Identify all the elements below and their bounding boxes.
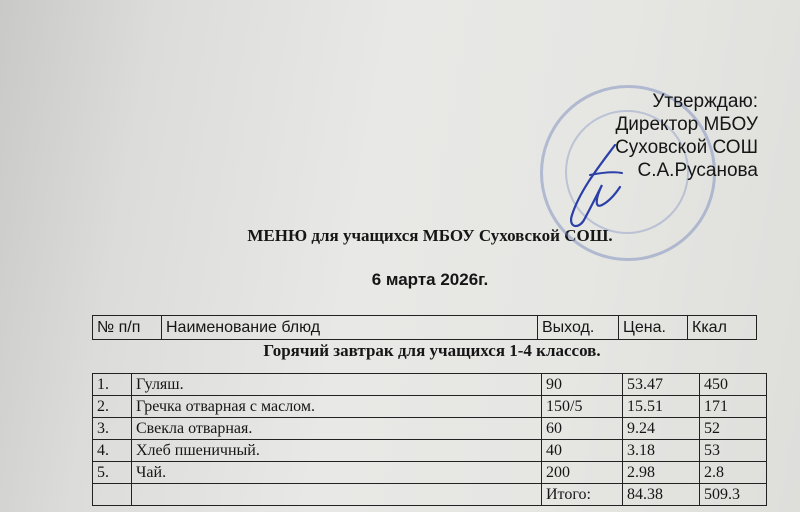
item-kcal: 171 xyxy=(700,396,767,418)
item-name: Свекла отварная. xyxy=(132,418,542,440)
total-num-empty xyxy=(93,484,132,506)
menu-items-table xyxy=(92,373,767,506)
header-output: Выход. xyxy=(538,316,619,340)
item-num: 1. xyxy=(93,374,132,396)
total-kcal: 509.3 xyxy=(700,484,767,506)
item-output: 150/5 xyxy=(542,396,623,418)
item-output: 40 xyxy=(542,440,623,462)
total-label: Итого: xyxy=(542,484,623,506)
table-row xyxy=(93,396,767,418)
header-row xyxy=(93,316,757,340)
total-price: 84.38 xyxy=(623,484,700,506)
header-kcal: Ккал xyxy=(688,316,757,340)
item-price: 9.24 xyxy=(623,418,700,440)
item-num: 2. xyxy=(93,396,132,418)
approval-line-school: Суховской СОШ xyxy=(615,137,758,158)
item-kcal: 450 xyxy=(700,374,767,396)
item-price: 2.98 xyxy=(623,462,700,484)
approval-block xyxy=(615,90,758,182)
header-num: № п/п xyxy=(93,316,162,340)
approval-line-position: Директор МБОУ xyxy=(615,114,758,135)
item-num: 3. xyxy=(93,418,132,440)
item-name: Гуляш. xyxy=(132,374,542,396)
header-name: Наименование блюд xyxy=(162,316,538,340)
item-name: Гречка отварная с маслом. xyxy=(132,396,542,418)
header-price: Цена. xyxy=(619,316,688,340)
item-price: 53.47 xyxy=(623,374,700,396)
item-price: 15.51 xyxy=(623,396,700,418)
approval-line-approve: Утверждаю: xyxy=(652,91,758,112)
table-row xyxy=(93,440,767,462)
item-num: 5. xyxy=(93,462,132,484)
document-date: 6 марта 2026г. xyxy=(371,270,489,289)
section-title: Горячий завтрак для учащихся 1-4 классов. xyxy=(263,341,601,360)
table-row xyxy=(93,418,767,440)
total-row xyxy=(93,484,767,506)
item-name: Хлеб пшеничный. xyxy=(132,440,542,462)
item-output: 200 xyxy=(542,462,623,484)
table-row xyxy=(93,462,767,484)
total-name-empty xyxy=(132,484,542,506)
menu-header-table xyxy=(92,315,757,340)
item-kcal: 52 xyxy=(700,418,767,440)
item-price: 3.18 xyxy=(623,440,700,462)
item-name: Чай. xyxy=(132,462,542,484)
item-kcal: 53 xyxy=(700,440,767,462)
item-output: 60 xyxy=(542,418,623,440)
item-kcal: 2.8 xyxy=(700,462,767,484)
item-num: 4. xyxy=(93,440,132,462)
document-title: МЕНЮ для учащихся МБОУ Суховской СОШ. xyxy=(247,226,613,245)
table-row xyxy=(93,374,767,396)
item-output: 90 xyxy=(542,374,623,396)
approval-line-name: С.А.Русанова xyxy=(637,160,758,181)
